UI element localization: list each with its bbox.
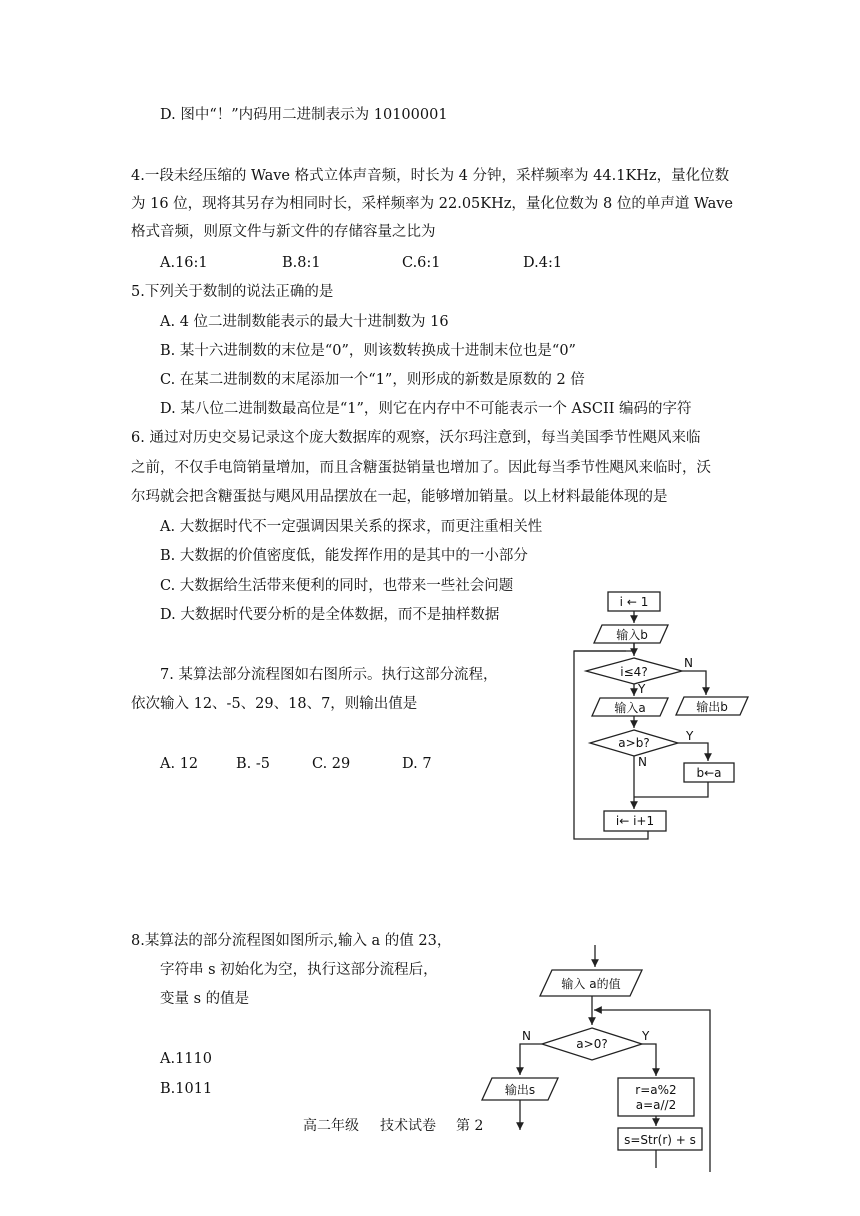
q5-option-d: D. 某八位二进制数最高位是“1”，则它在内存中不可能表示一个 ASCII 编码的字符 [160, 401, 692, 417]
q7-cond2-text: a>b? [618, 736, 650, 750]
q8-yes-label: Y [642, 1029, 650, 1043]
q8-flowchart [470, 940, 730, 1210]
footer-subject: 技术试卷 [380, 1118, 436, 1134]
q7-yes2-label: Y [686, 729, 694, 743]
q7-init-text: i ← 1 [619, 595, 649, 609]
q8-no-label: N [522, 1029, 531, 1043]
q8-stem-line-1: 8.某算法的部分流程图如图所示,输入 a 的值 23， [131, 933, 452, 949]
q6-stem-line-3: 尔玛就会把含糖蛋挞与飓风用品摆放在一起，能够增加销量。以上材料最能体现的是 [131, 489, 668, 505]
q7-cond-text: i≤4? [620, 665, 648, 679]
q8-stem-line-3: 变量 s 的值是 [160, 991, 250, 1007]
q8-output-text: 输出s [504, 1083, 536, 1097]
q7-option-c: C. 29 [312, 756, 351, 772]
q4-option-d: D.4:1 [523, 255, 563, 271]
q7-no-label: N [684, 656, 693, 670]
q5-option-b: B. 某十六进制数的末位是“0”，则该数转换成十进制末位也是“0” [160, 343, 576, 359]
q8-option-a: A.1110 [160, 1051, 212, 1067]
q7-assign-text: b←a [696, 766, 722, 780]
q7-input-a-text: 输入a [614, 701, 646, 715]
q7-option-a: A. 12 [160, 756, 199, 772]
q7-yes-label: Y [638, 682, 646, 696]
q7-no2-label: N [638, 755, 647, 769]
q8-stem-line-2: 字符串 s 初始化为空，执行这部分流程后， [160, 962, 438, 978]
q5-option-c: C. 在某二进制数的末尾添加一个“1”，则形成的新数是原数的 2 倍 [160, 372, 585, 388]
q6-stem-line-1: 6. 通过对历史交易记录这个庞大数据库的观察，沃尔玛注意到，每当美国季节性飓风来临 [131, 430, 701, 446]
q4-stem-line-3: 格式音频，则原文件与新文件的存储容量之比为 [131, 224, 436, 240]
q7-stem-line-1: 7. 某算法部分流程图如右图所示。执行这部分流程， [160, 667, 498, 683]
q4-option-b: B.8:1 [282, 255, 321, 271]
q6-stem-line-2: 之前，不仅手电筒销量增加，而且含糖蛋挞销量也增加了。因此每当季节性飓风来临时，沃 [131, 460, 711, 476]
q8-concat-text: s=Str(r) + s [624, 1133, 696, 1147]
q4-option-c: C.6:1 [402, 255, 441, 271]
q7-flowchart [560, 585, 760, 850]
q7-option-b: B. -5 [236, 756, 270, 772]
q7-output-b-text: 输出b [696, 700, 728, 714]
footer-grade: 高二年级 [303, 1118, 359, 1134]
q6-option-c: C. 大数据给生活带来便利的同时，也带来一些社会问题 [160, 578, 514, 594]
q8-input-text: 输入 a的值 [561, 977, 621, 991]
q8-calc2-text: a=a//2 [635, 1098, 677, 1112]
q5-option-a: A. 4 位二进制数能表示的最大十进制数为 16 [160, 314, 449, 330]
q8-cond-text: a>0? [576, 1037, 608, 1051]
q7-input-b-text: 输入b [616, 628, 648, 642]
q7-incr-text: i← i+1 [615, 814, 655, 828]
q6-option-a: A. 大数据时代不一定强调因果关系的探求，而更注重相关性 [160, 519, 543, 535]
q3-option-d: D. 图中“！”内码用二进制表示为 10100001 [160, 107, 448, 123]
q5-stem: 5.下列关于数制的说法正确的是 [131, 284, 334, 300]
q8-option-b: B.1011 [160, 1081, 213, 1097]
q4-option-a: A.16:1 [160, 255, 208, 271]
q6-option-b: B. 大数据的价值密度低，能发挥作用的是其中的一小部分 [160, 548, 528, 564]
q4-stem-line-2: 为 16 位，现将其另存为相同时长，采样频率为 22.05KHz，量化位数为 8 位的单声道 Wave [131, 196, 734, 212]
q6-option-d: D. 大数据时代要分析的是全体数据，而不是抽样数据 [160, 607, 500, 623]
q4-stem-line-1: 4.一段未经压缩的 Wave 格式立体声音频，时长为 4 分钟，采样频率为 44.1KHz，量化位数 [131, 168, 730, 184]
q8-calc1-text: r=a%2 [635, 1083, 677, 1097]
q7-option-d: D. 7 [402, 756, 432, 772]
footer-page: 第 2 [456, 1118, 484, 1134]
q7-stem-line-2: 依次输入 12、-5、29、18、7，则输出值是 [131, 696, 418, 712]
